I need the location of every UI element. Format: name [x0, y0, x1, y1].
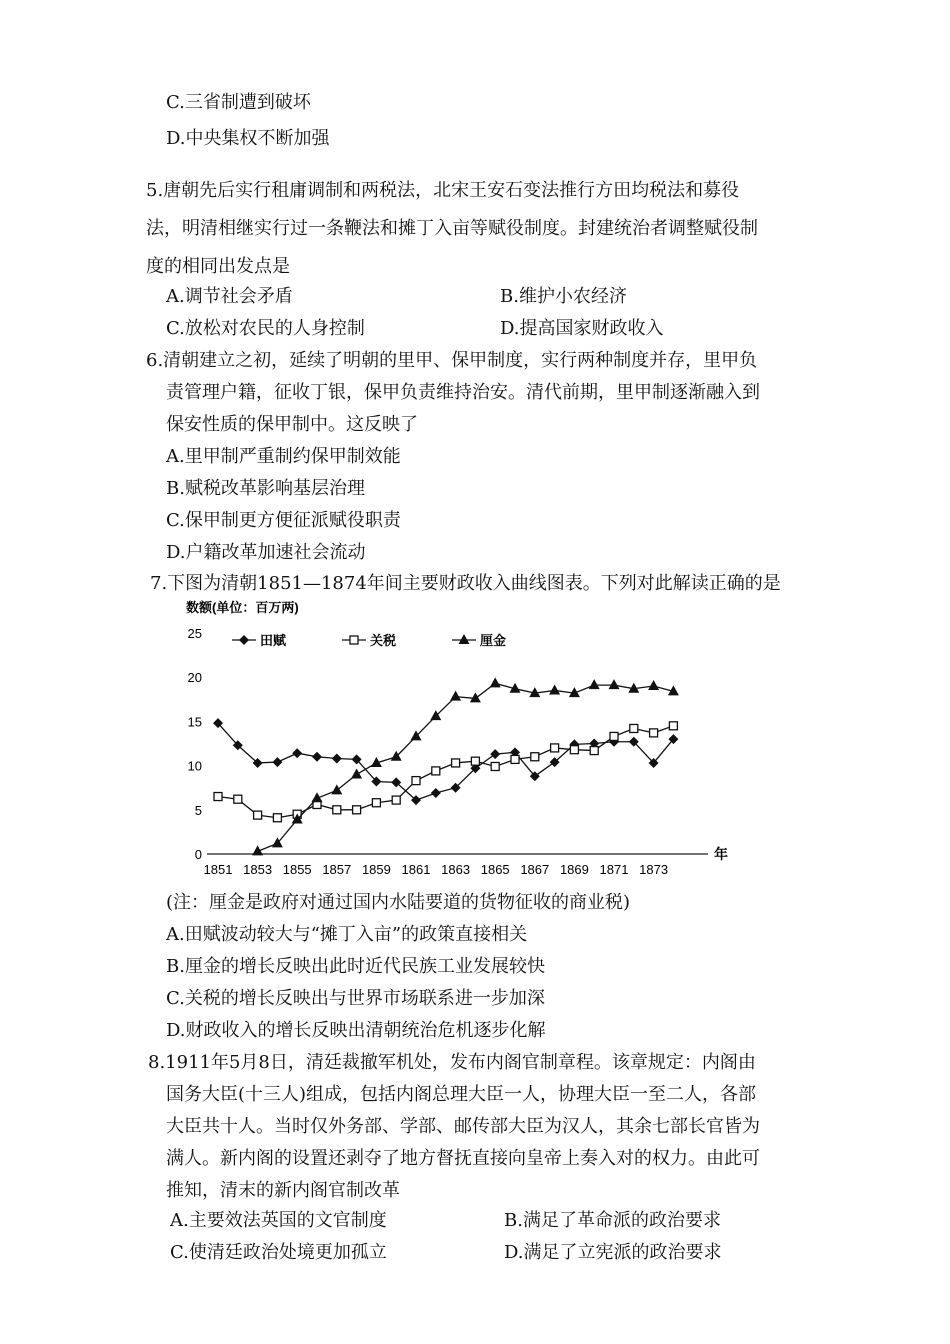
q5-stem-line-3: 度的相同出发点是 — [146, 256, 290, 277]
y-tick-label: 15 — [187, 714, 202, 730]
data-point — [570, 746, 578, 754]
y-tick-label: 5 — [194, 802, 202, 818]
data-point — [392, 796, 400, 804]
q7-option-b[interactable]: B.厘金的增长反映出此时近代民族工业发展较快 — [166, 956, 545, 977]
q7-option-c[interactable]: C.关税的增长反映出与世界市场联系进一步加深 — [166, 988, 545, 1009]
data-point — [372, 799, 380, 807]
data-point — [272, 757, 282, 767]
q8-stem-line-1: 8.1911年5月8日，清廷裁撤军机处，发布内阁官制章程。该章规定：内阁由 — [148, 1052, 756, 1073]
q8-option-c[interactable]: C.使清廷政治处境更加孤立 — [170, 1242, 387, 1263]
legend-marker — [459, 634, 470, 644]
data-point — [331, 784, 342, 794]
data-point — [549, 684, 560, 694]
data-point — [351, 768, 362, 778]
legend-label: 厘金 — [480, 633, 507, 648]
q5-option-b[interactable]: B.维护小农经济 — [500, 286, 627, 307]
q7-option-a[interactable]: A.田赋波动较大与“摊丁入亩”的政策直接相关 — [166, 924, 528, 945]
data-point — [332, 754, 342, 764]
q8-stem-line-3: 大臣共十人。当时仅外务部、学部、邮传部大臣为汉人，其余七部长官皆为 — [166, 1116, 760, 1137]
q5-option-a[interactable]: A.调节社会矛盾 — [166, 286, 293, 307]
q7-stem: 7.下图为清朝1851—1874年间主要财政收入曲线图表。下列对此解读正确的是 — [150, 573, 781, 594]
x-tick-label: 1857 — [322, 862, 352, 877]
x-tick-label: 1869 — [559, 862, 589, 877]
data-point — [531, 753, 539, 761]
data-point — [511, 755, 519, 763]
x-tick-label: 1867 — [520, 862, 550, 877]
y-tick-label: 20 — [187, 670, 202, 686]
data-point — [273, 814, 281, 822]
fiscal-revenue-chart — [170, 596, 770, 886]
q4-option-c[interactable]: C.三省制遭到破坏 — [166, 92, 311, 113]
q5-stem-line-2: 法，明清相继实行过一条鞭法和摊丁入亩等赋役制度。封建统治者调整赋役制 — [146, 218, 758, 239]
chart-xlabel: 年 — [714, 846, 728, 862]
q6-option-d[interactable]: D.户籍改革加速社会流动 — [166, 542, 366, 563]
y-tick-label: 25 — [187, 626, 202, 641]
data-point — [452, 759, 460, 767]
data-point — [412, 777, 420, 785]
x-tick-label: 1863 — [441, 862, 471, 877]
q6-option-a[interactable]: A.里甲制严重制约保甲制效能 — [166, 446, 401, 467]
q5-stem-line-1: 5.唐朝先后实行租庸调制和两税法，北宋王安石变法推行方田均税法和募役 — [146, 180, 740, 201]
data-point — [630, 724, 638, 732]
y-tick-label: 10 — [187, 758, 202, 774]
q8-stem-line-5: 推知，清末的新内阁官制改革 — [166, 1180, 400, 1201]
data-point — [333, 806, 341, 814]
q6-stem-line-3: 保安性质的保甲制中。这反映了 — [166, 414, 418, 435]
chart-ylabel: 数额(单位：百万两) — [186, 600, 299, 615]
q5-option-d[interactable]: D.提高国家财政收入 — [500, 318, 664, 339]
data-point — [234, 795, 242, 803]
data-point — [551, 744, 559, 752]
data-point — [490, 677, 501, 687]
q6-option-c[interactable]: C.保甲制更方便征派赋役职责 — [166, 510, 401, 531]
q5-option-c[interactable]: C.放松对农民的人身控制 — [166, 318, 365, 339]
x-tick-label: 1871 — [599, 862, 629, 877]
x-tick-label: 1873 — [639, 862, 669, 877]
data-point — [470, 692, 481, 702]
q8-stem-line-4: 满人。新内阁的设置还剥夺了地方督抚直接向皇帝上奏入对的权力。由此可 — [166, 1148, 760, 1169]
data-point — [610, 732, 618, 740]
data-point — [490, 749, 500, 759]
data-point — [312, 752, 322, 762]
x-tick-label: 1855 — [282, 862, 312, 877]
data-point — [214, 793, 222, 801]
data-point — [491, 762, 499, 770]
data-point — [431, 788, 441, 798]
data-point — [590, 747, 598, 755]
q7-note: (注：厘金是政府对通过国内水陆要道的货物征收的商业税) — [166, 892, 631, 913]
q8-option-a[interactable]: A.主要效法英国的文官制度 — [170, 1210, 387, 1231]
q6-stem-line-1: 6.清朝建立之初，延续了明朝的里甲、保甲制度，实行两种制度并存，里甲负 — [146, 350, 758, 371]
data-point — [432, 767, 440, 775]
data-point — [450, 691, 461, 701]
q6-stem-line-2: 责管理户籍，征收丁银，保甲负责维持治安。清代前期，里甲制逐渐融入到 — [166, 382, 760, 403]
data-point — [609, 679, 620, 689]
y-tick-label: 0 — [194, 847, 202, 862]
q7-option-d[interactable]: D.财政收入的增长反映出清朝统治危机逐步化解 — [166, 1020, 546, 1041]
series-line — [218, 723, 673, 800]
q4-option-d[interactable]: D.中央集权不断加强 — [166, 128, 330, 149]
x-tick-label: 1865 — [480, 862, 510, 877]
q8-stem-line-2: 国务大臣(十三人)组成，包括内阁总理大臣一人，协理大臣一至二人，各部 — [166, 1084, 757, 1105]
q8-option-d[interactable]: D.满足了立宪派的政治要求 — [504, 1242, 722, 1263]
series-line — [258, 683, 674, 851]
data-point — [589, 679, 600, 689]
data-point — [650, 729, 658, 737]
series-line — [218, 726, 673, 818]
x-tick-label: 1861 — [401, 862, 431, 877]
q6-option-b[interactable]: B.赋税改革影响基层治理 — [166, 478, 365, 499]
q8-option-b[interactable]: B.满足了革命派的政治要求 — [504, 1210, 721, 1231]
data-point — [353, 806, 361, 814]
series-2 — [214, 722, 677, 822]
x-tick-label: 1853 — [243, 862, 273, 877]
legend-label: 田赋 — [260, 633, 287, 648]
x-tick-label: 1851 — [203, 862, 233, 877]
data-point — [471, 757, 479, 765]
legend-label: 关税 — [370, 633, 397, 648]
data-point — [648, 680, 659, 690]
legend-marker — [239, 635, 249, 645]
x-tick-label: 1859 — [361, 862, 391, 877]
data-point — [292, 748, 302, 758]
data-point — [669, 722, 677, 730]
series-1 — [213, 718, 678, 805]
legend-marker — [350, 636, 358, 644]
series-3 — [252, 677, 679, 855]
data-point — [254, 811, 262, 819]
